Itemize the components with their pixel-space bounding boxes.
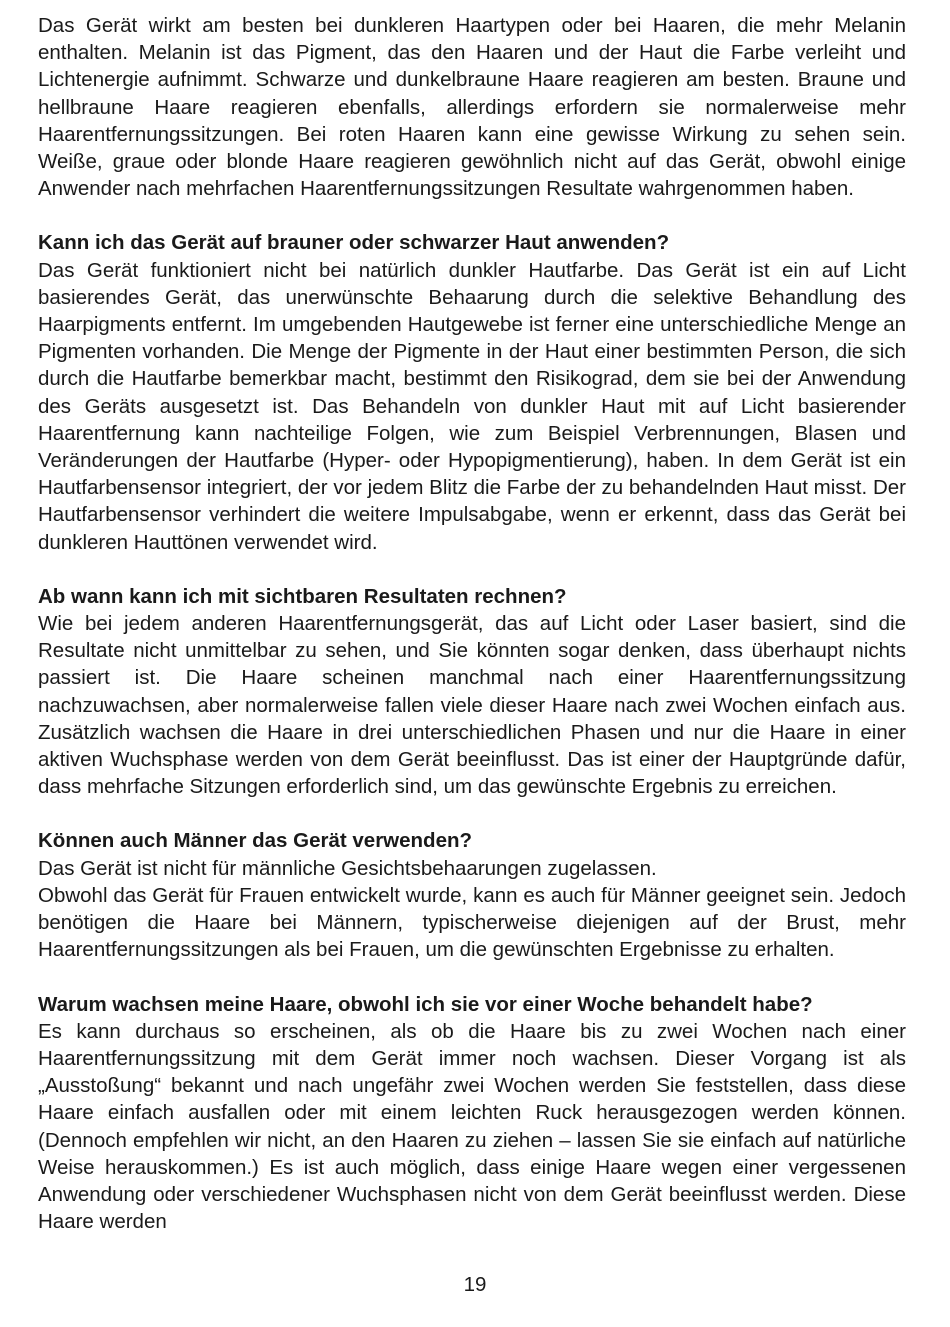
section-regrowth (38, 991, 906, 1236)
section-dark-skin (38, 229, 906, 555)
section-visible-results (38, 583, 906, 801)
section-men (38, 827, 906, 963)
intro-paragraph: Das Gerät wirkt am besten bei dunkleren Haartypen oder bei Haaren, die mehr Melanin enthalten. Melanin ist das Pigment, das den Haaren und der Haut die Farbe verleiht und Lichtenergie aufnimmt. Schwarze und dunkelbraune Haare reagieren am besten. Braune und hellbraune Haare reagieren ebenfalls, allerdings erfordern sie normalerweise mehr Haarentfernungssitzungen. Bei roten Haaren kann eine gewisse Wirkung zu sehen sein. Weiße, graue oder blonde Haare reagieren gewöhnlich nicht auf das Gerät, obwohl einige Anwender nach mehrfachen Haarentfernungssitzungen Resultate wahrgenommen haben. (38, 14, 906, 201)
section-paragraph: Wie bei jedem anderen Haarentfernungsgerät, das auf Licht oder Laser basiert, sind die Resultate nicht unmittelbar zu sehen, und Sie könnten sogar denken, dass überhaupt nichts passiert ist. Die Haare scheinen manchmal nach einer Haarentfernungssitzung nachzuwachsen, aber normalerweise fallen viele dieser Haare nach zwei Wochen einfach aus. Zusätzlich wachsen die Haare in drei unterschiedlichen Phasen und nur die Haare in einer aktiven Wuchsphase werden von dem Gerät beeinflusst. Das ist einer der Hauptgründe dafür, dass mehrfache Sitzungen erforderlich sind, um das gewünschte Ergebnis zu erreichen. (38, 612, 906, 799)
section-paragraph: Es kann durchaus so erscheinen, als ob die Haare bis zu zwei Wochen nach einer Haarentfernungssitzung mit dem Gerät immer noch wachsen. Dieser Vorgang ist als „Ausstoßung“ bekannt und nach ungefähr zwei Wochen werden Sie feststellen, dass diese Haare einfach ausfallen oder mit einem leichten Ruck herausgezogen werden können. (Dennoch empfehlen wir nicht, an den Haaren zu ziehen – lassen Sie sie einfach auf natürliche Weise herauskommen.) Es ist auch möglich, dass einige Haare wegen einer vergessenen Anwendung oder verschiedener Wuchsphasen nicht von dem Gerät beeinflusst werden. Diese Haare werden (38, 1019, 906, 1234)
section-heading: Ab wann kann ich mit sichtbaren Resultaten rechnen? (38, 584, 567, 608)
section-paragraph: Obwohl das Gerät für Frauen entwickelt wurde, kann es auch für Männer geeignet sein. Jedoch benötigen die Haare bei Männern, typischerweise diejenigen auf der Brust, mehr Haarentfernungssitzungen als bei Frauen, um die gewünschten Ergebnisse zu erhalten. (38, 883, 906, 962)
section-heading: Können auch Männer das Gerät verwenden? (38, 829, 473, 853)
section-heading: Warum wachsen meine Haare, obwohl ich sie vor einer Woche behandelt habe? (38, 992, 813, 1016)
page-number: 19 (463, 1273, 487, 1296)
section-heading: Kann ich das Gerät auf brauner oder schwarzer Haut anwenden? (38, 231, 670, 255)
section-paragraph: Das Gerät funktioniert nicht bei natürlich dunkler Hautfarbe. Das Gerät ist ein auf Licht basierendes Gerät, das unerwünschte Behaarung durch die selektive Behandlung des Haarpigments entfernt. Im umgebenden Hautgewebe ist ferner eine unterschiedliche Menge an Pigmenten vorhanden. Die Menge der Pigmente in der Haut einer bestimmten Person, die sich durch die Hautfarbe bemerkbar macht, bestimmt den Risikograd, dem sie bei der Anwendung des Geräts ausgesetzt ist. Das Behandeln von dunkler Haut mit auf Licht basierender Haarentfernung kann nachteilige Folgen, wie zum Beispiel Verbrennungen, Blasen und Veränderungen der Hautfarbe (Hyper- oder Hypopigmentierung), haben. In dem Gerät ist ein Hautfarbensensor integriert, der vor jedem Blitz die Farbe der zu behandelnden Haut misst. Der Hautfarbensensor verhindert die weitere Impulsabgabe, wenn er erkennt, dass das Gerät bei dunkleren Hauttönen verwendet wird. (38, 258, 906, 554)
section-paragraph: Das Gerät ist nicht für männliche Gesichtsbehaarungen zugelassen. (38, 856, 657, 880)
document-page (38, 12, 906, 1235)
